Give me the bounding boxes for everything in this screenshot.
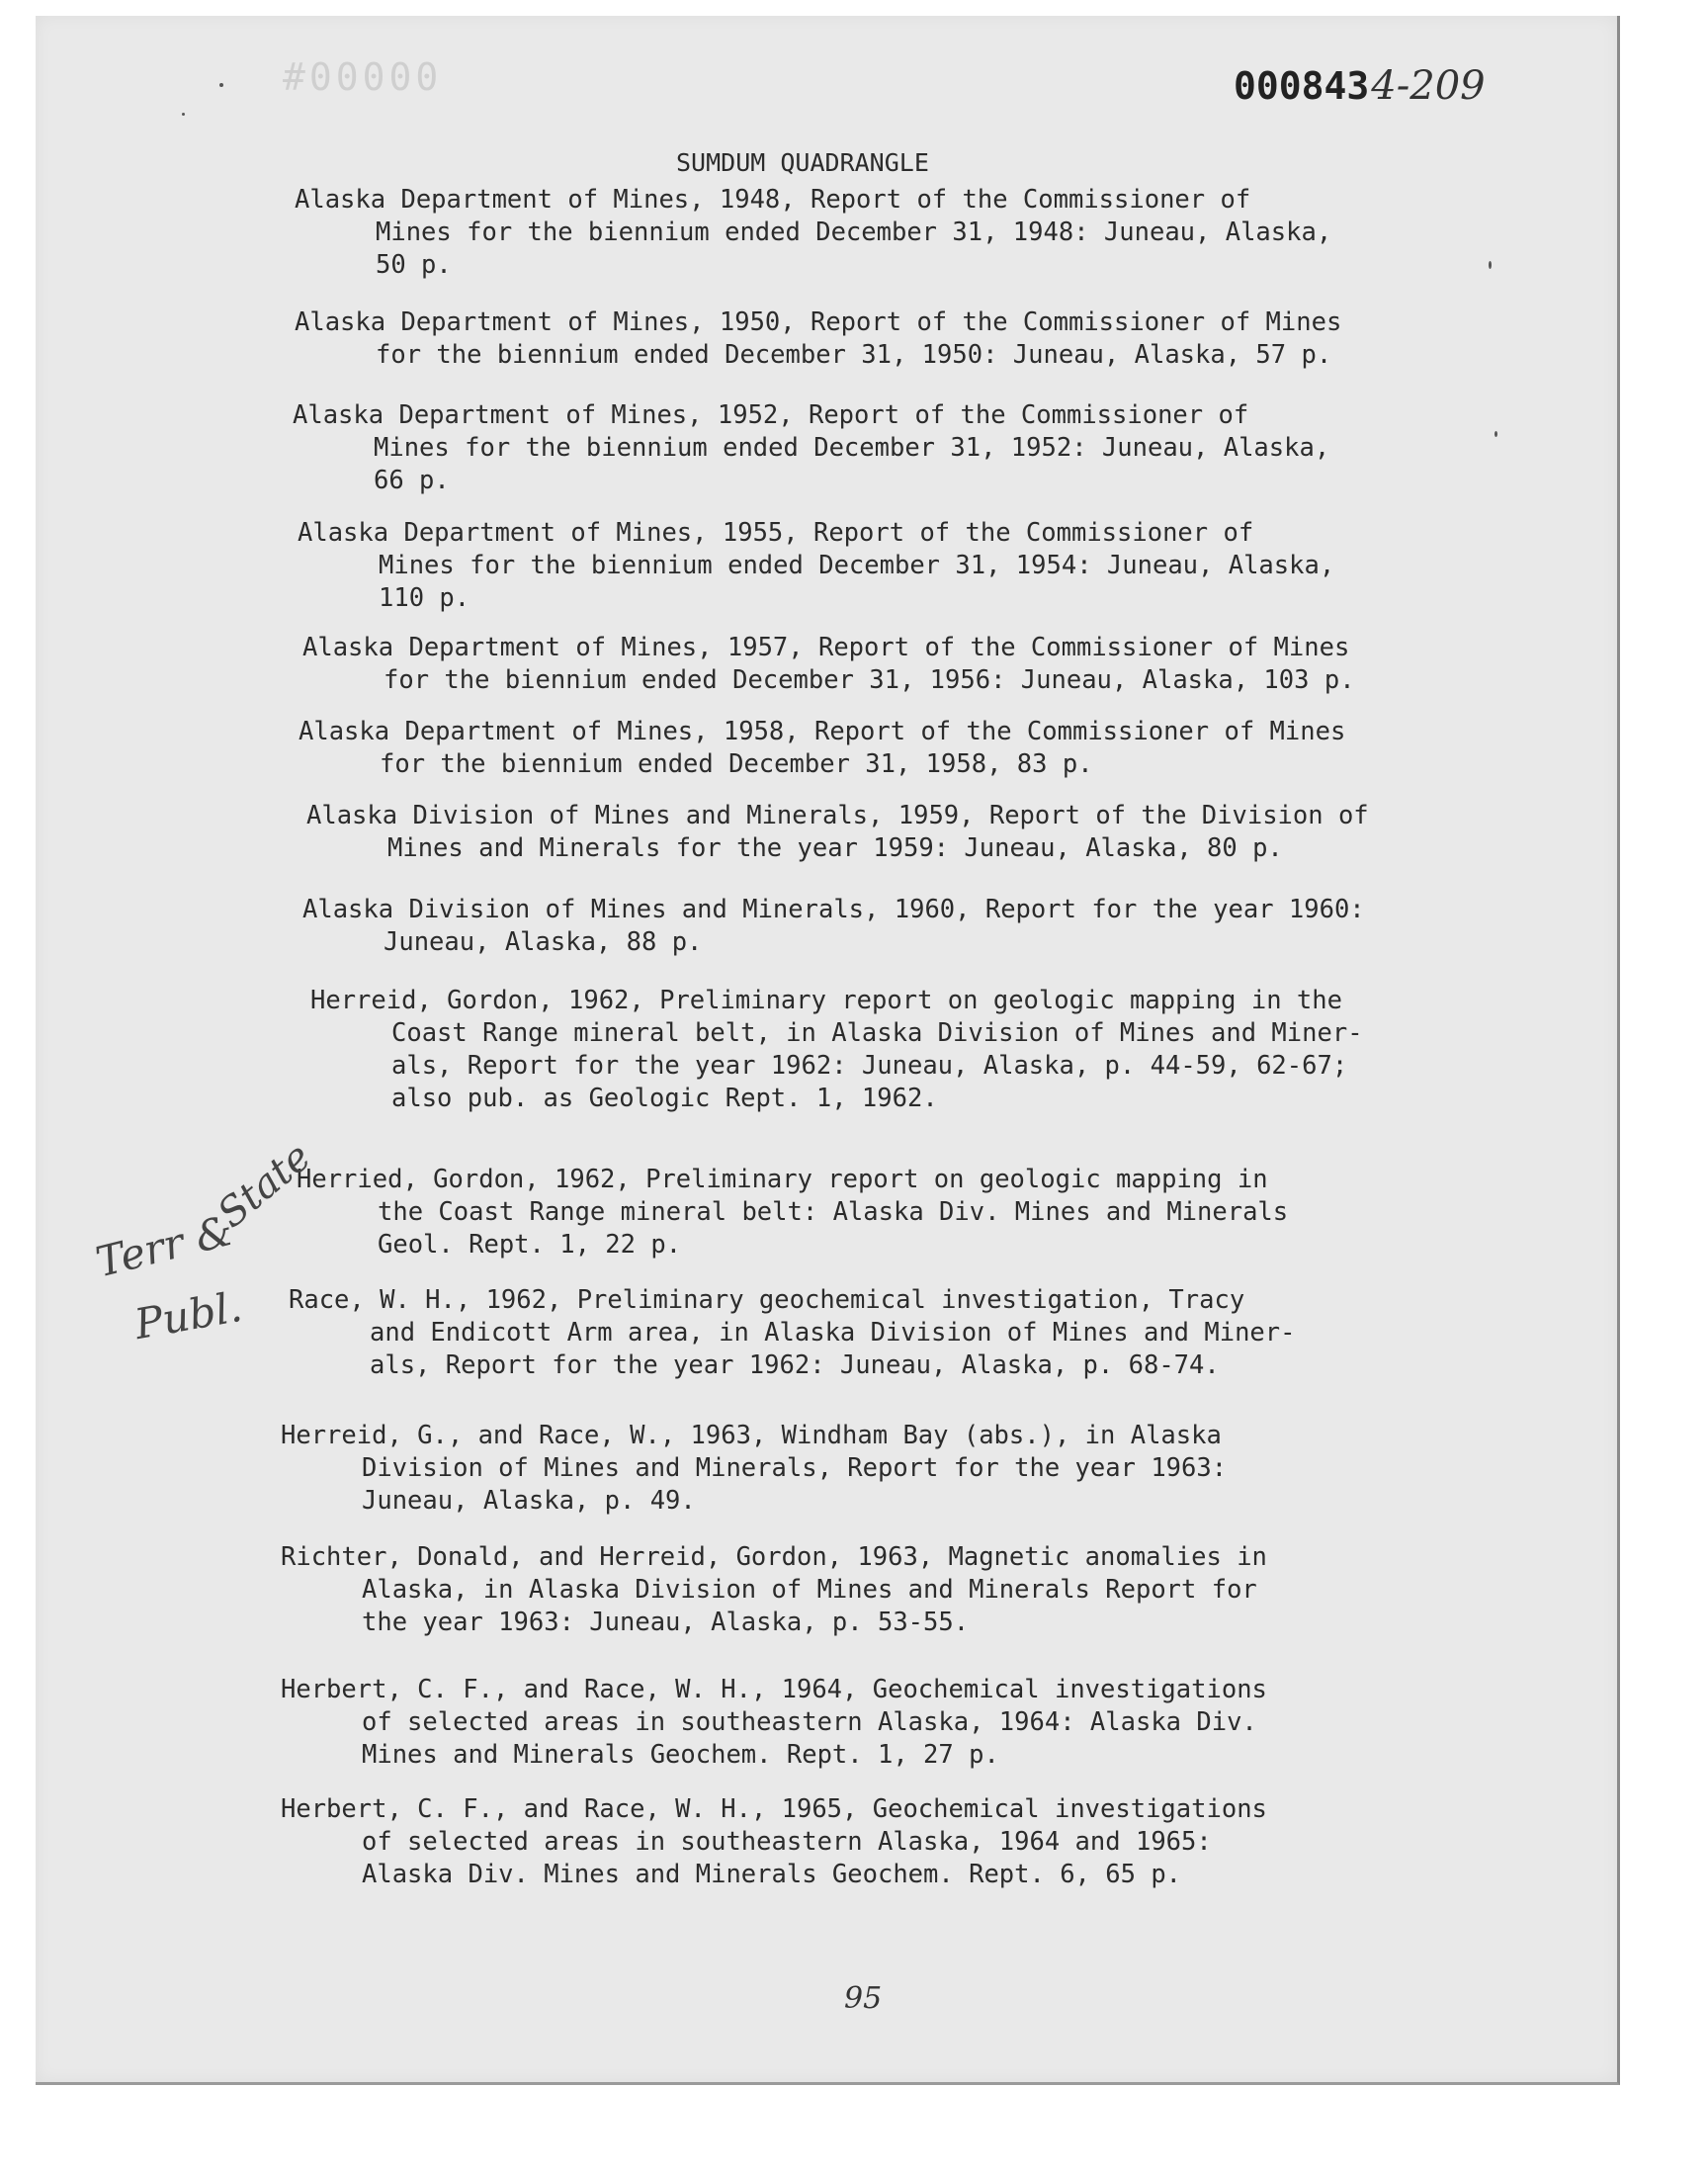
entry-line: Alaska Department of Mines, 1948, Report of the Commissioner of bbox=[295, 185, 1251, 215]
entry-line: for the biennium ended December 31, 1958, 83 p. bbox=[380, 749, 1093, 779]
entry-line: Herreid, G., and Race, W., 1963, Windham Bay (abs.), in Alaska bbox=[281, 1421, 1222, 1450]
entry-line: the Coast Range mineral belt: Alaska Div. Mines and Minerals bbox=[378, 1197, 1289, 1227]
entry-line: for the biennium ended December 31, 1956: Juneau, Alaska, 103 p. bbox=[384, 665, 1355, 695]
document-number-handwritten: 4-209 bbox=[1371, 63, 1486, 109]
page-title: SUMDUM QUADRANGLE bbox=[676, 148, 929, 177]
bibliography-entry bbox=[293, 399, 1479, 497]
entry-line: 50 p. bbox=[376, 250, 452, 280]
bibliography-entry bbox=[310, 985, 1496, 1115]
entry-line: Mines for the biennium ended December 31, 1952: Juneau, Alaska, bbox=[374, 433, 1330, 463]
entry-line: Geol. Rept. 1, 22 p. bbox=[378, 1230, 682, 1260]
entry-line: Alaska Department of Mines, 1955, Report of the Commissioner of bbox=[298, 518, 1254, 548]
bibliography-entry bbox=[281, 1674, 1467, 1772]
entry-line: Mines for the biennium ended December 31, 1948: Juneau, Alaska, bbox=[376, 218, 1332, 247]
bibliography-entry bbox=[281, 1420, 1467, 1518]
entry-line: of selected areas in southeastern Alaska, 1964: Alaska Div. bbox=[362, 1707, 1257, 1737]
bibliography-entry bbox=[306, 800, 1493, 865]
faint-stamp: #00000 bbox=[283, 55, 443, 99]
entry-line: and Endicott Arm area, in Alaska Division of Mines and Miner- bbox=[370, 1318, 1296, 1348]
entry-line: 66 p. bbox=[374, 466, 450, 495]
entry-line: the year 1963: Juneau, Alaska, p. 53-55. bbox=[362, 1608, 970, 1637]
entry-line: Alaska Division of Mines and Minerals, 1960, Report for the year 1960: bbox=[302, 895, 1365, 924]
paper-speck bbox=[182, 113, 185, 116]
bibliography-entry bbox=[289, 1284, 1475, 1382]
entry-line: Mines and Minerals for the year 1959: Juneau, Alaska, 80 p. bbox=[387, 833, 1283, 863]
bibliography-entry bbox=[298, 517, 1484, 615]
document-number-typed: 000843 bbox=[1234, 64, 1370, 108]
handwritten-margin-note bbox=[91, 1133, 352, 1350]
entry-line: Juneau, Alaska, 88 p. bbox=[384, 927, 703, 957]
entry-line: Herreid, Gordon, 1962, Preliminary report on geologic mapping in the bbox=[310, 986, 1342, 1015]
entry-line: Division of Mines and Minerals, Report for the year 1963: bbox=[362, 1453, 1228, 1483]
entry-line: Alaska Department of Mines, 1957, Report of the Commissioner of Mines bbox=[302, 633, 1350, 662]
bibliography-entry bbox=[297, 1164, 1483, 1262]
bibliography-entry bbox=[302, 632, 1489, 697]
entry-line: Mines and Minerals Geochem. Rept. 1, 27 p. bbox=[362, 1740, 999, 1770]
bibliography-entry bbox=[299, 716, 1485, 781]
bibliography-entry bbox=[295, 306, 1481, 372]
bibliography-entry bbox=[281, 1793, 1467, 1891]
page-number: 95 bbox=[844, 1981, 883, 2016]
bibliography-entry bbox=[302, 894, 1489, 959]
bibliography-entry bbox=[295, 184, 1481, 282]
entry-line: Herbert, C. F., and Race, W. H., 1964, Geochemical investigations bbox=[281, 1675, 1267, 1704]
entry-line: Alaska Department of Mines, 1958, Report of the Commissioner of Mines bbox=[299, 717, 1346, 746]
entry-line: of selected areas in southeastern Alaska, 1964 and 1965: bbox=[362, 1827, 1212, 1857]
entry-line: Alaska Department of Mines, 1950, Report of the Commissioner of Mines bbox=[295, 307, 1342, 337]
entry-line: Mines for the biennium ended December 31, 1954: Juneau, Alaska, bbox=[379, 551, 1335, 580]
entry-line: Alaska Division of Mines and Minerals, 1959, Report of the Division of bbox=[306, 801, 1369, 830]
paper-speck bbox=[1494, 431, 1497, 437]
handwritten-publ: Publ. bbox=[130, 1281, 246, 1349]
entry-line: Alaska Div. Mines and Minerals Geochem. Rept. 6, 65 p. bbox=[362, 1860, 1182, 1889]
entry-line: also pub. as Geologic Rept. 1, 1962. bbox=[391, 1084, 938, 1113]
document-page bbox=[36, 16, 1620, 2085]
entry-line: for the biennium ended December 31, 1950: Juneau, Alaska, 57 p. bbox=[376, 340, 1332, 370]
handwritten-state: State bbox=[209, 1133, 320, 1238]
paper-speck bbox=[1489, 261, 1492, 269]
entry-line: 110 p. bbox=[379, 583, 470, 613]
entry-line: als, Report for the year 1962: Juneau, Alaska, p. 68-74. bbox=[370, 1350, 1220, 1380]
bibliography-entry bbox=[281, 1541, 1467, 1639]
entry-line: Herbert, C. F., and Race, W. H., 1965, Geochemical investigations bbox=[281, 1794, 1267, 1824]
handwritten-terr: Terr & bbox=[91, 1205, 238, 1287]
entry-line: Juneau, Alaska, p. 49. bbox=[362, 1486, 696, 1516]
entry-line: Race, W. H., 1962, Preliminary geochemical investigation, Tracy bbox=[289, 1285, 1245, 1315]
entry-line: Coast Range mineral belt, in Alaska Division of Mines and Miner- bbox=[391, 1018, 1363, 1048]
entry-line: als, Report for the year 1962: Juneau, Alaska, p. 44-59, 62-67; bbox=[391, 1051, 1348, 1081]
entry-line: Alaska, in Alaska Division of Mines and Minerals Report for bbox=[362, 1575, 1257, 1605]
document-number bbox=[1234, 63, 1486, 109]
entry-line: Alaska Department of Mines, 1952, Report of the Commissioner of bbox=[293, 400, 1249, 430]
entry-line: Richter, Donald, and Herreid, Gordon, 1963, Magnetic anomalies in bbox=[281, 1542, 1267, 1572]
paper-speck bbox=[219, 83, 223, 87]
entry-line: Herried, Gordon, 1962, Preliminary report on geologic mapping in bbox=[297, 1165, 1268, 1194]
